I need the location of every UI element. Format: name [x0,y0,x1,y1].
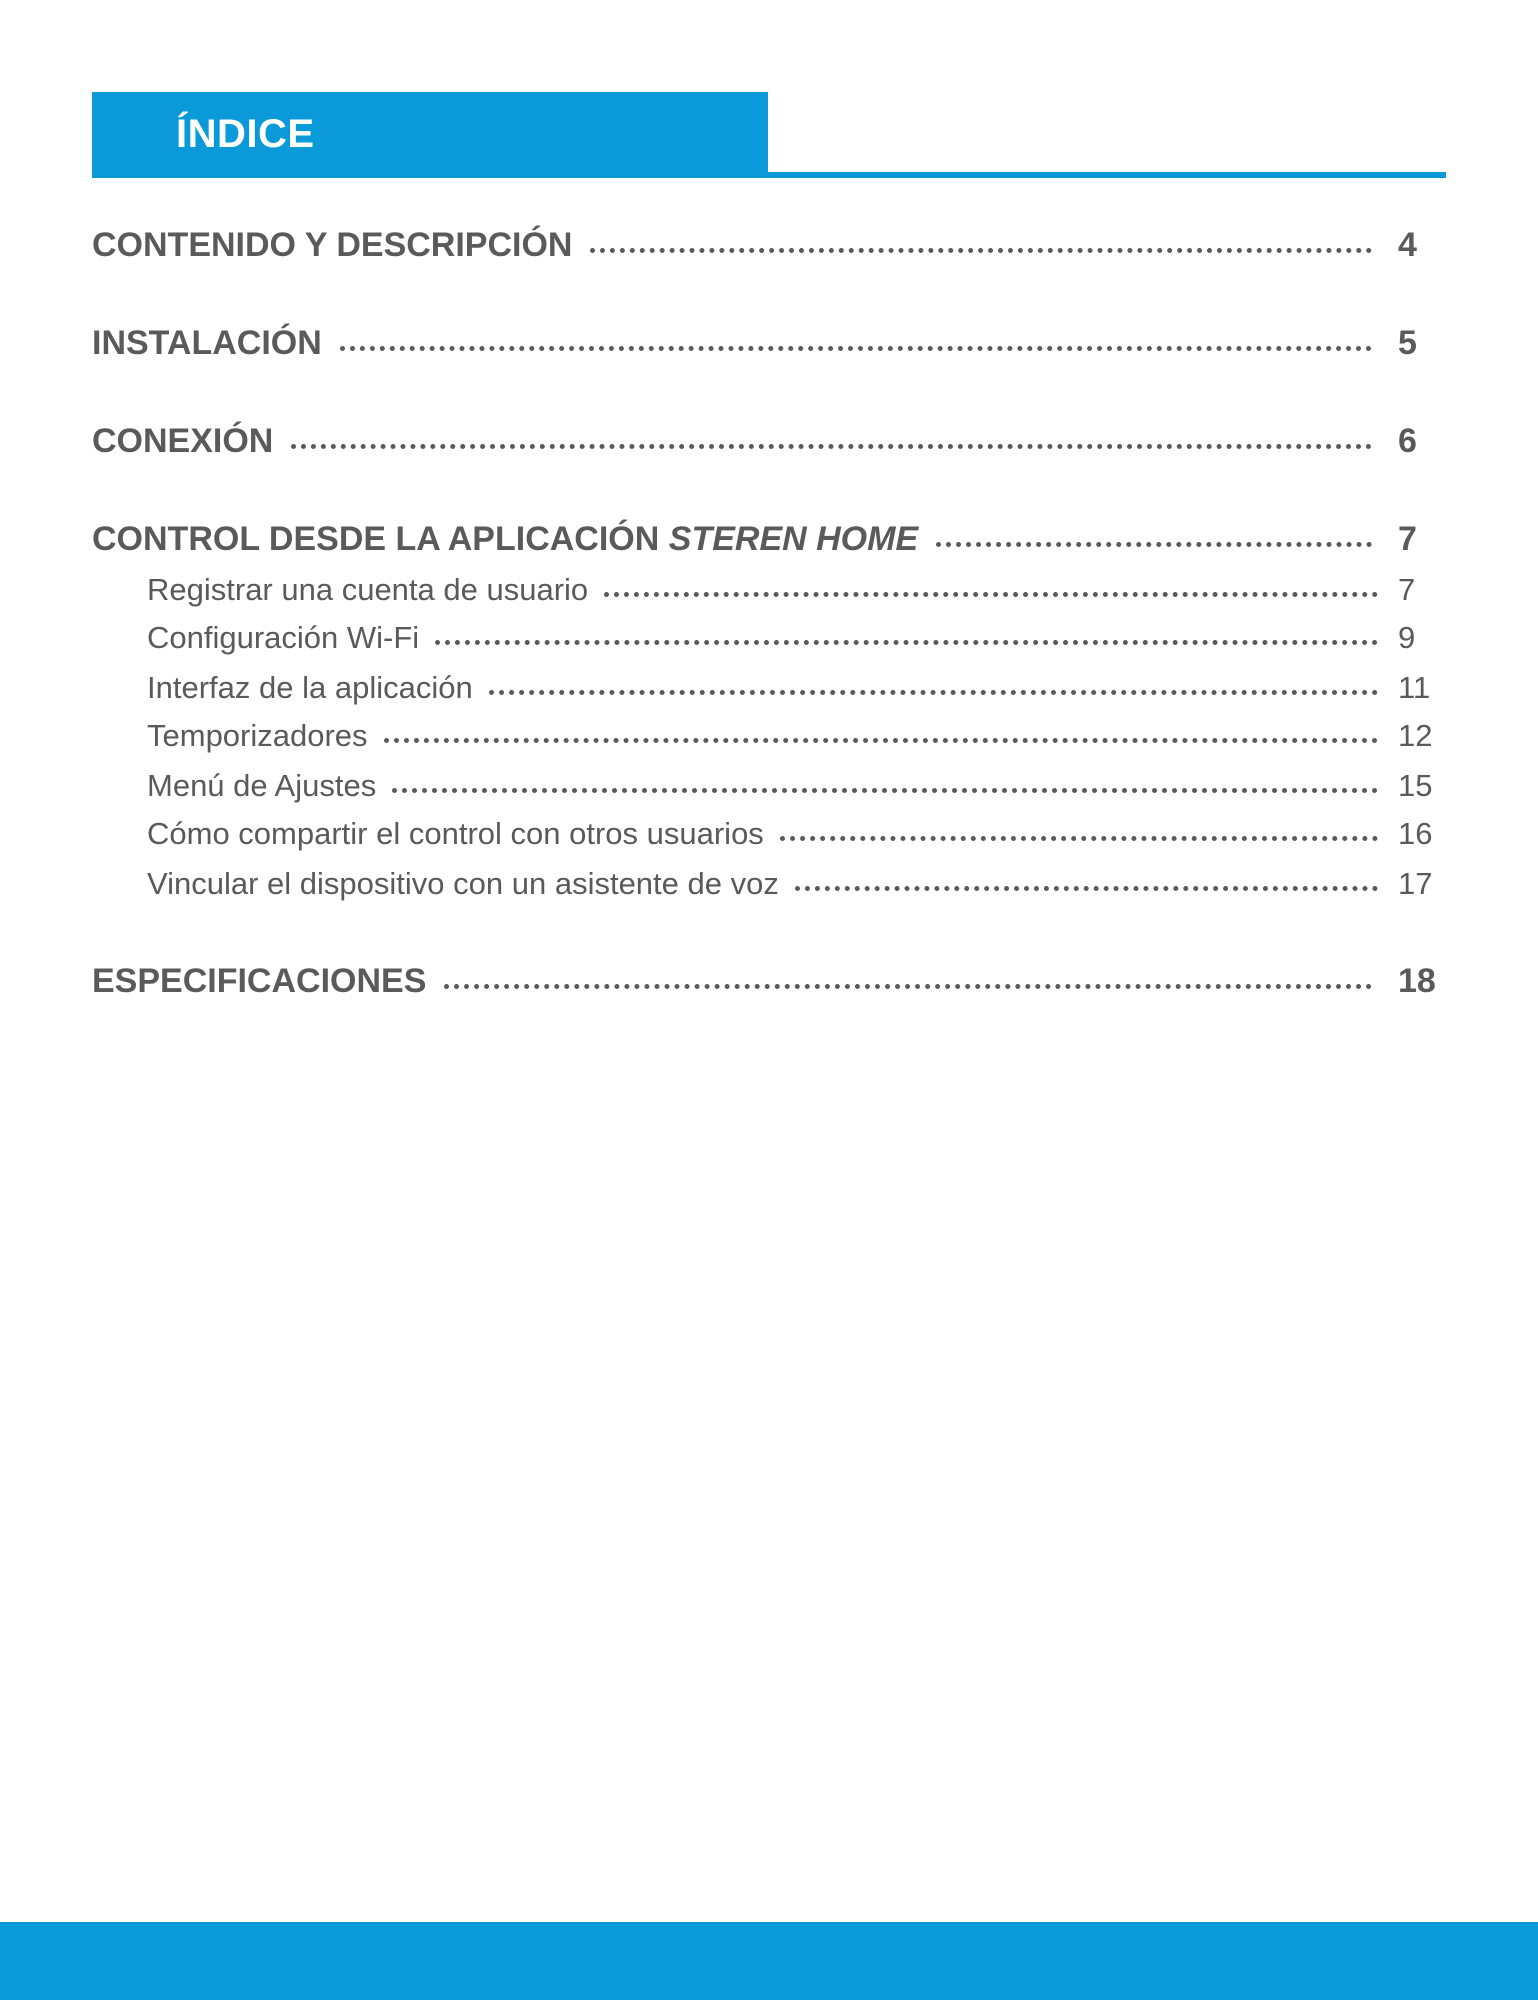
toc-entry-label-main: CONTROL DESDE LA APLICACIÓN [92,520,660,558]
dot-leader [435,640,1378,645]
toc-subentry-label: Interfaz de la aplicación [147,670,473,705]
dot-leader [340,346,1372,351]
toc-subentry-label: Registrar una cuenta de usuario [147,572,589,607]
toc-entry-label: INSTALACIÓN [92,324,322,362]
toc-page-number: 12 [1398,718,1433,753]
toc-page-number: 18 [1398,962,1436,1000]
dot-leader [795,886,1378,891]
toc-subentry-wifi[interactable] [147,620,1446,656]
toc-subentry-label: Cómo compartir el control con otros usuarios [147,816,764,851]
toc-subentry-asistente[interactable] [147,866,1446,902]
toc-subentry-registrar[interactable] [147,572,1446,608]
toc-subentry-ajustes[interactable] [147,768,1446,804]
dot-leader [604,592,1378,597]
toc-entry-label [92,520,918,559]
toc-page-number: 11 [1398,670,1431,705]
toc-entry-label: CONTENIDO Y DESCRIPCIÓN [92,226,573,264]
dot-leader [780,836,1378,841]
dot-leader [384,738,1378,743]
toc-subentry-temporizadores[interactable] [147,718,1446,754]
index-header-band [92,92,768,176]
toc-page-number: 6 [1398,422,1417,460]
toc-page-number: 17 [1398,866,1433,901]
toc-entry-control[interactable] [92,520,1446,559]
toc-page-number: 5 [1398,324,1417,362]
toc-page-number: 4 [1398,226,1417,264]
toc-subentry-label: Vincular el dispositivo con un asistente de voz [147,866,779,901]
toc-entry-conexion[interactable] [92,422,1446,461]
toc-entry-especificaciones[interactable] [92,962,1446,1001]
index-title: ÍNDICE [176,112,315,156]
toc-entry-label: CONEXIÓN [92,422,274,460]
dot-leader [392,788,1378,793]
toc-page-number: 9 [1398,620,1416,655]
toc-page-number: 15 [1398,768,1433,803]
toc-entry-contenido[interactable] [92,226,1446,265]
toc-subentry-compartir[interactable] [147,816,1446,852]
header-rule [92,172,1446,178]
dot-leader [444,984,1372,989]
toc-subentry-label: Configuración Wi-Fi [147,620,420,655]
toc-entry-app-name: STEREN HOME [668,520,919,558]
toc-page-number: 16 [1398,816,1433,851]
footer-band [0,1922,1538,2000]
dot-leader [590,248,1372,253]
toc-entry-instalacion[interactable] [92,324,1446,363]
toc-subentry-label: Temporizadores [147,718,368,753]
toc-page-number: 7 [1398,572,1416,607]
toc-page-number: 7 [1398,520,1417,558]
toc-subentry-interfaz[interactable] [147,670,1446,706]
dot-leader [291,444,1372,449]
toc-subentry-label: Menú de Ajustes [147,768,377,803]
dot-leader [489,690,1378,695]
dot-leader [936,542,1372,547]
toc-entry-label: ESPECIFICACIONES [92,962,427,1000]
